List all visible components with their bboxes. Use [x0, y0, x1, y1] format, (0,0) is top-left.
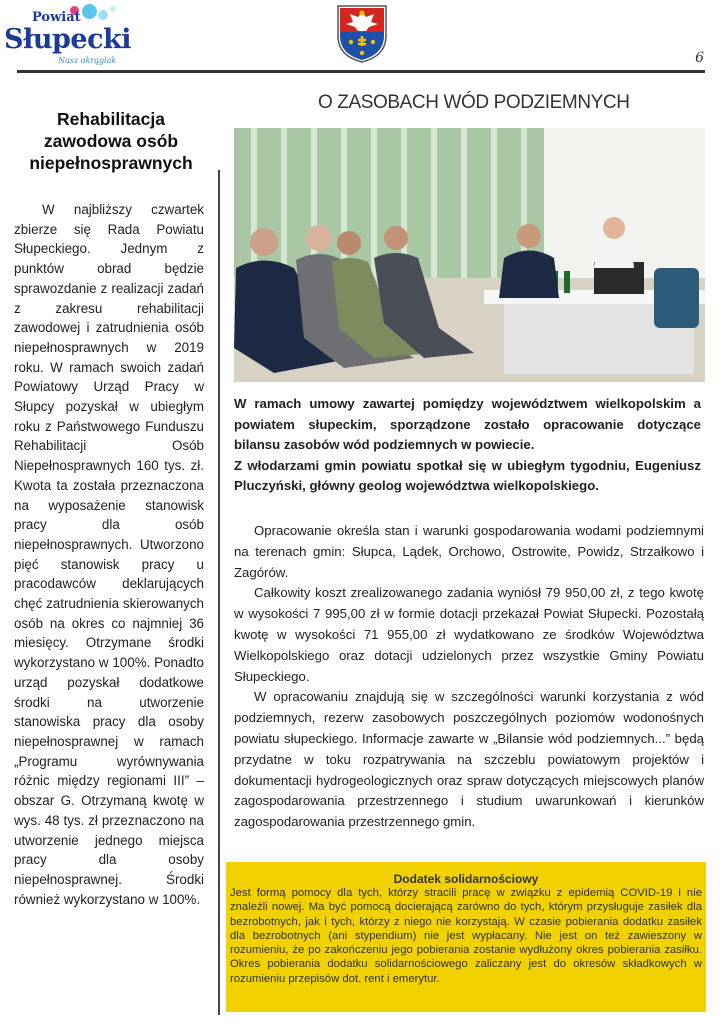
lead-paragraph: Z włodarzami gmin powiatu spotkał się w ubiegłym tygodniu, Eugeniusz Pluczyński, główny geolog województwa wielkopolskiego. [234, 457, 701, 493]
logo-bubble-icon [98, 10, 108, 20]
body-paragraph: W opracowaniu znajdują się w szczególności warunki korzystania z wód podziemnych, rezerw zasobowych poszczególnych poziomów wodonośnych powiatu słupeckiego. Informacje zawarte w „Bilansie wód podziemnych...” będą przydatne w toku rozpatrywania na szczeblu powiatowym projektów i dokumentacji hydrogeologicznych oraz spraw dotyczących miejscowych planów zagospodarowania przestrzennego i studium uwarunkowań i kierunków zagospodarowania przestrzennego gmin. [234, 689, 704, 830]
column-divider [218, 170, 220, 1015]
right-article-body [234, 521, 704, 833]
logo-text-slupecki: Słupecki [4, 24, 131, 55]
body-paragraph: Opracowanie określa stan i warunki gospodarowania wodami podziemnymi na terenach gmin: Słupca, Lądek, Orchowo, Ostrowite, Powidz, Strzałkowo i Zagórów. [234, 523, 704, 580]
logo-text-tagline: Nasz okrąglak [58, 56, 117, 65]
box-title: Dodatek solidarnościowy [393, 872, 539, 886]
right-article-lead [234, 394, 701, 497]
logo-bubble-icon [82, 4, 97, 19]
left-article-title: Rehabilitacja zawodowa osób niepełnosprawnych [29, 109, 193, 173]
box-text: Jest formą pomocy dla tych, którzy stracili pracę w związku z epidemią COVID-19 i nie znaleźli nowej. Ma być pomocą docierającą zarówno do tych, którym przysługuje zasiłek dla bezrobotnych, jak i tych, którzy z niego nie korzystają. W czasie pobierania dodatku zasiłek dla bezrobotnych (ani stypendium) nie jest wypłacany. Nie jest on też zawieszony w rozumieniu, że po zakończeniu jego pobierania zostanie wydłużony okres pobierania zasiłku. Okres pobierania dodatku solidarnościowego zaliczany jest do okresów składkowych w rozumieniu przepisów dot. rent i emerytur. [230, 887, 702, 985]
body-paragraph: Całkowity koszt zrealizowanego zadania wyniósł 79 950,00 zł, z tego kwotę w wysokości 7 995,00 zł w formie dotacji przekazał Powiat Słupecki. Pozostałą kwotę w wysokości 71 955,00 zł wydatkowano ze środków Województwa Wielkopolskiego oraz dotacji udzielonych przez wszystkie Gminy Powiatu Słupeckiego. [234, 585, 704, 684]
coat-of-arms-eagle-icon [336, 4, 388, 64]
lead-paragraph: W ramach umowy zawartej pomiędzy województwem wielkopolskim a powiatem słupeckim, sporządzone zostało opracowanie dotyczące bilansu zasobów wód podziemnych w powiecie. [234, 396, 701, 452]
solidarity-allowance-box [226, 862, 706, 1012]
meeting-photo [234, 128, 705, 382]
page-number: 6 [695, 50, 704, 66]
left-article-body [14, 200, 204, 909]
logo-bubble-icon [110, 6, 116, 12]
header-divider [17, 70, 705, 73]
right-article-title: O ZASOBACH WÓD PODZIEMNYCH [318, 92, 630, 113]
logo-text-powiat: Powiat [32, 10, 81, 25]
powiat-slupecki-logo [2, 4, 132, 68]
left-article-paragraph: W najbliższy czwartek zbierze się Rada Powiatu Słupeckiego. Jednym z punktów obrad będzie sprawozdanie z realizacji zadań z zakresu rehabilitacji zawodowej i zatrudnienia osób niepełnosprawnych w 2019 roku. W ramach swoich zadań Powiatowy Urząd Pracy w Słupcy pozyskał w ubiegłym roku z Państwowego Funduszu Rehabilitacji Osób Niepełnosprawnych 160 tys. zł. Kwota ta została przeznaczona na wyposażenie stanowisk pracy dla osób niepełnosprawnych. Utworzono pięć stanowisk pracy u pracodawców deklarujących chęć zatrudnienia skierowanych osób na okres co najmniej 36 miesięcy. Otrzymane środki wykorzystano w 100%. Ponadto urząd pozyskał dodatkowe środki na utworzenie stanowiska pracy dla osoby niepełnosprawnej w ramach „Programu wyrównywania różnic między regionami III” – obszar G. Otrzymaną kwotę w wys. 48 tys. zł przeznaczono na utworzenie jednego miejsca pracy dla osoby niepełnosprawnej. Środki również wykorzystano w 100%. [14, 202, 204, 907]
